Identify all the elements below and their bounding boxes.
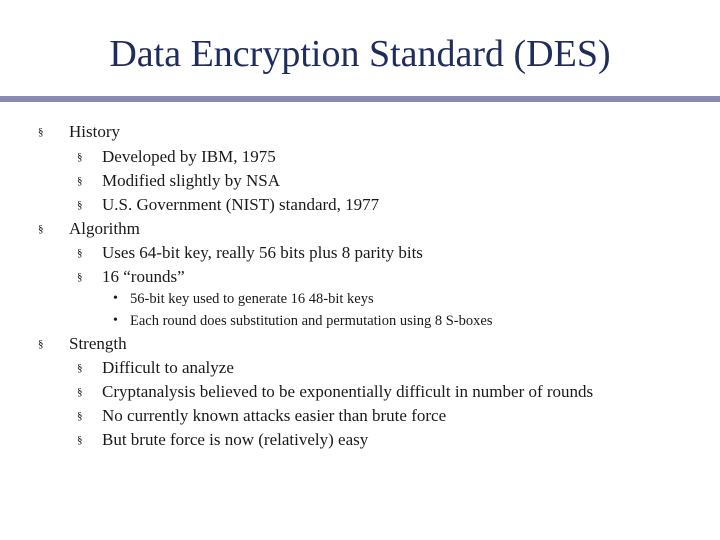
sub-bullet-text: U.S. Government (NIST) standard, 1977 [102, 195, 380, 214]
square-bullet-icon: § [77, 410, 83, 422]
sub-bullet-text: Difficult to analyze [102, 358, 234, 377]
square-bullet-icon: § [38, 338, 44, 350]
sub-sub-bullet-text: Each round does substitution and permutation using 8 S-boxes [130, 313, 493, 329]
sub-bullet-text: Uses 64-bit key, really 56 bits plus 8 parity bits [102, 243, 423, 262]
square-bullet-icon: § [38, 223, 44, 235]
square-bullet-icon: § [77, 434, 83, 446]
square-bullet-icon: § [77, 151, 83, 163]
round-bullet-icon: • [113, 313, 118, 328]
square-bullet-icon: § [77, 386, 83, 398]
square-bullet-icon: § [77, 247, 83, 259]
sub-bullet-text: Cryptanalysis believed to be exponentially difficult in number of rounds [102, 382, 594, 401]
sub-bullet-text: Modified slightly by NSA [102, 171, 281, 190]
square-bullet-icon: § [77, 199, 83, 211]
section-label: Algorithm [69, 219, 140, 238]
square-bullet-icon: § [77, 271, 83, 283]
square-bullet-icon: § [77, 362, 83, 374]
round-bullet-icon: • [113, 291, 118, 306]
title-divider [0, 96, 720, 102]
section-label: Strength [69, 334, 127, 353]
square-bullet-icon: § [38, 126, 44, 138]
section-label: History [69, 122, 120, 141]
slide-title: Data Encryption Standard (DES) [109, 33, 611, 75]
sub-bullet-text: But brute force is now (relatively) easy [102, 430, 369, 449]
square-bullet-icon: § [77, 175, 83, 187]
sub-sub-bullet-text: 56-bit key used to generate 16 48-bit keys [130, 291, 374, 307]
sub-bullet-text: 16 “rounds” [102, 267, 185, 286]
sub-bullet-text: Developed by IBM, 1975 [102, 147, 276, 166]
sub-bullet-text: No currently known attacks easier than brute force [102, 406, 447, 425]
